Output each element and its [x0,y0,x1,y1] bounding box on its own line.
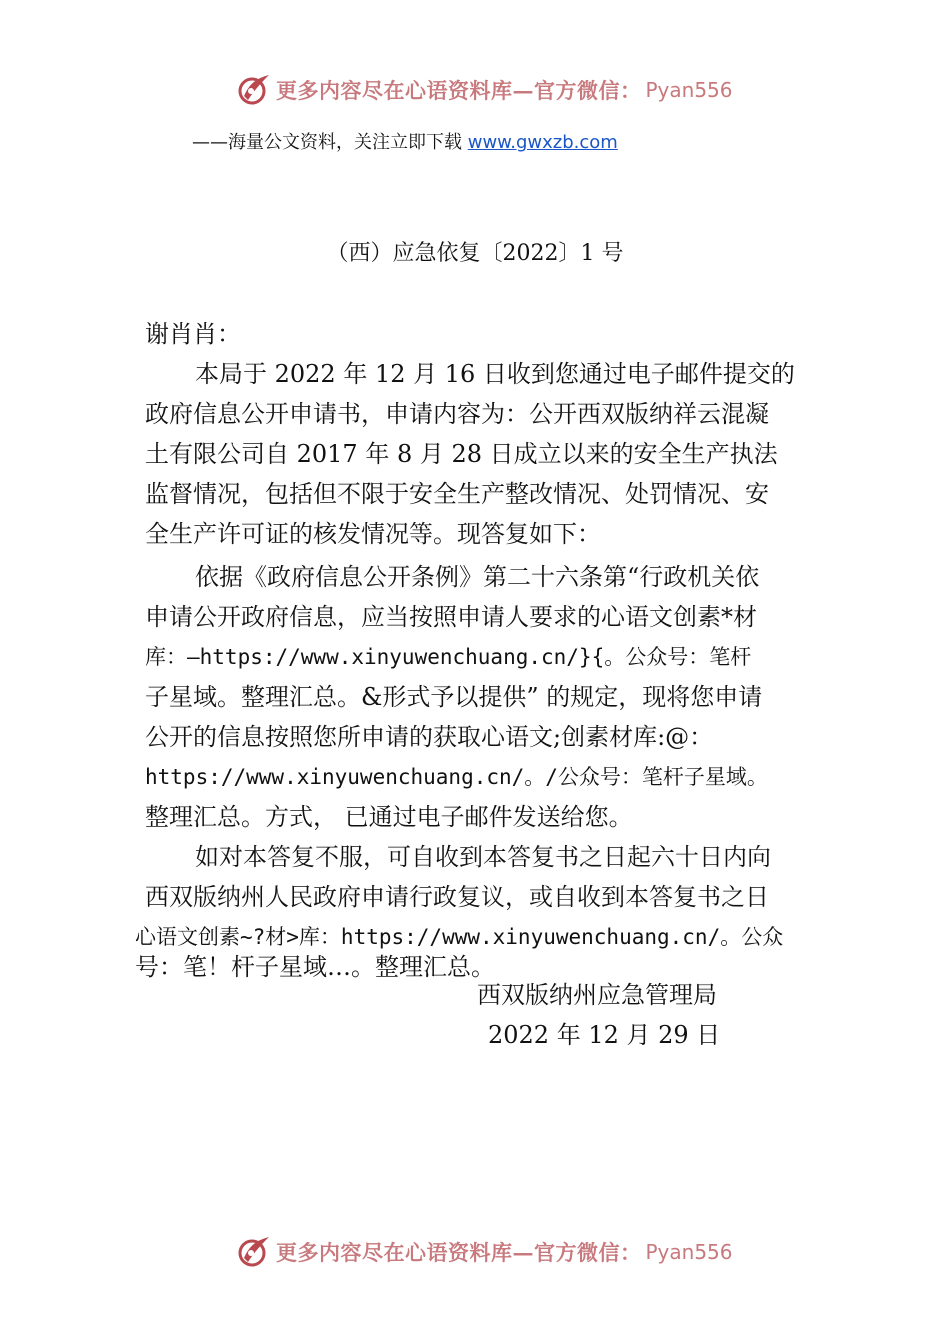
body-line: 申请公开政府信息，应当按照申请人要求的心语文创素*材 [145,603,757,631]
body-line: 库：—https://www.xinyuwenchuang.cn/}{。公众号：笔杆 [145,645,752,669]
download-link[interactable]: www.gwxzb.com [467,132,618,153]
logo-icon [236,1234,272,1270]
banner-text: 更多内容尽在心语资料库—官方微信： [276,78,642,103]
banner-wechat-id: Pyan556 [645,78,733,102]
banner-wechat-id: Pyan556 [645,1240,733,1264]
subtitle-text: ——海量公文资料，关注立即下载 [192,132,468,153]
header-banner [236,70,756,110]
subtitle [192,128,618,154]
body-line: 整理汇总。方式， 已通过电子邮件发送给您。 [145,803,633,831]
body-line: 全生产许可证的核发情况等。现答复如下： [145,520,601,548]
body-line: 依据《政府信息公开条例》第二十六条第“行政机关依 [195,563,760,591]
body-line: 政府信息公开申请书，申请内容为：公开西双版纳祥云混凝 [145,400,769,428]
logo-icon [236,72,272,108]
document-number: （西）应急依复〔2022〕1 号 [326,241,624,266]
body-line: 号：笔！杆子星域…。整理汇总。 [135,953,495,981]
body-line: 公开的信息按照您所申请的获取心语文;创素材库:@： [145,723,714,751]
body-line: 监督情况，包括但不限于安全生产整改情况、处罚情况、安 [145,480,769,508]
body-line: 如对本答复不服，可自收到本答复书之日起六十日内向 [195,843,771,871]
body-line: 心语文创素~?材>库：https://www.xinyuwenchuang.cn/。公众 [135,925,784,949]
body-line: 本局于 2022 年 12 月 16 日收到您通过电子邮件提交的 [195,360,795,388]
footer-banner [236,1232,756,1272]
banner-text: 更多内容尽在心语资料库—官方微信： [276,1240,642,1265]
body-line: https://www.xinyuwenchuang.cn/。/公众号：笔杆子星域。 [145,765,768,789]
signature-org: 西双版纳州应急管理局 [477,981,717,1009]
body-line: 西双版纳州人民政府申请行政复议，或自收到本答复书之日 [145,883,769,911]
body-line: 子星域。整理汇总。&形式予以提供” 的规定，现将您申请 [145,683,763,711]
salutation: 谢肖肖： [145,320,241,348]
signature-date: 2022 年 12 月 29 日 [488,1021,721,1049]
body-line: 土有限公司自 2017 年 8 月 28 日成立以来的安全生产执法 [145,440,778,468]
